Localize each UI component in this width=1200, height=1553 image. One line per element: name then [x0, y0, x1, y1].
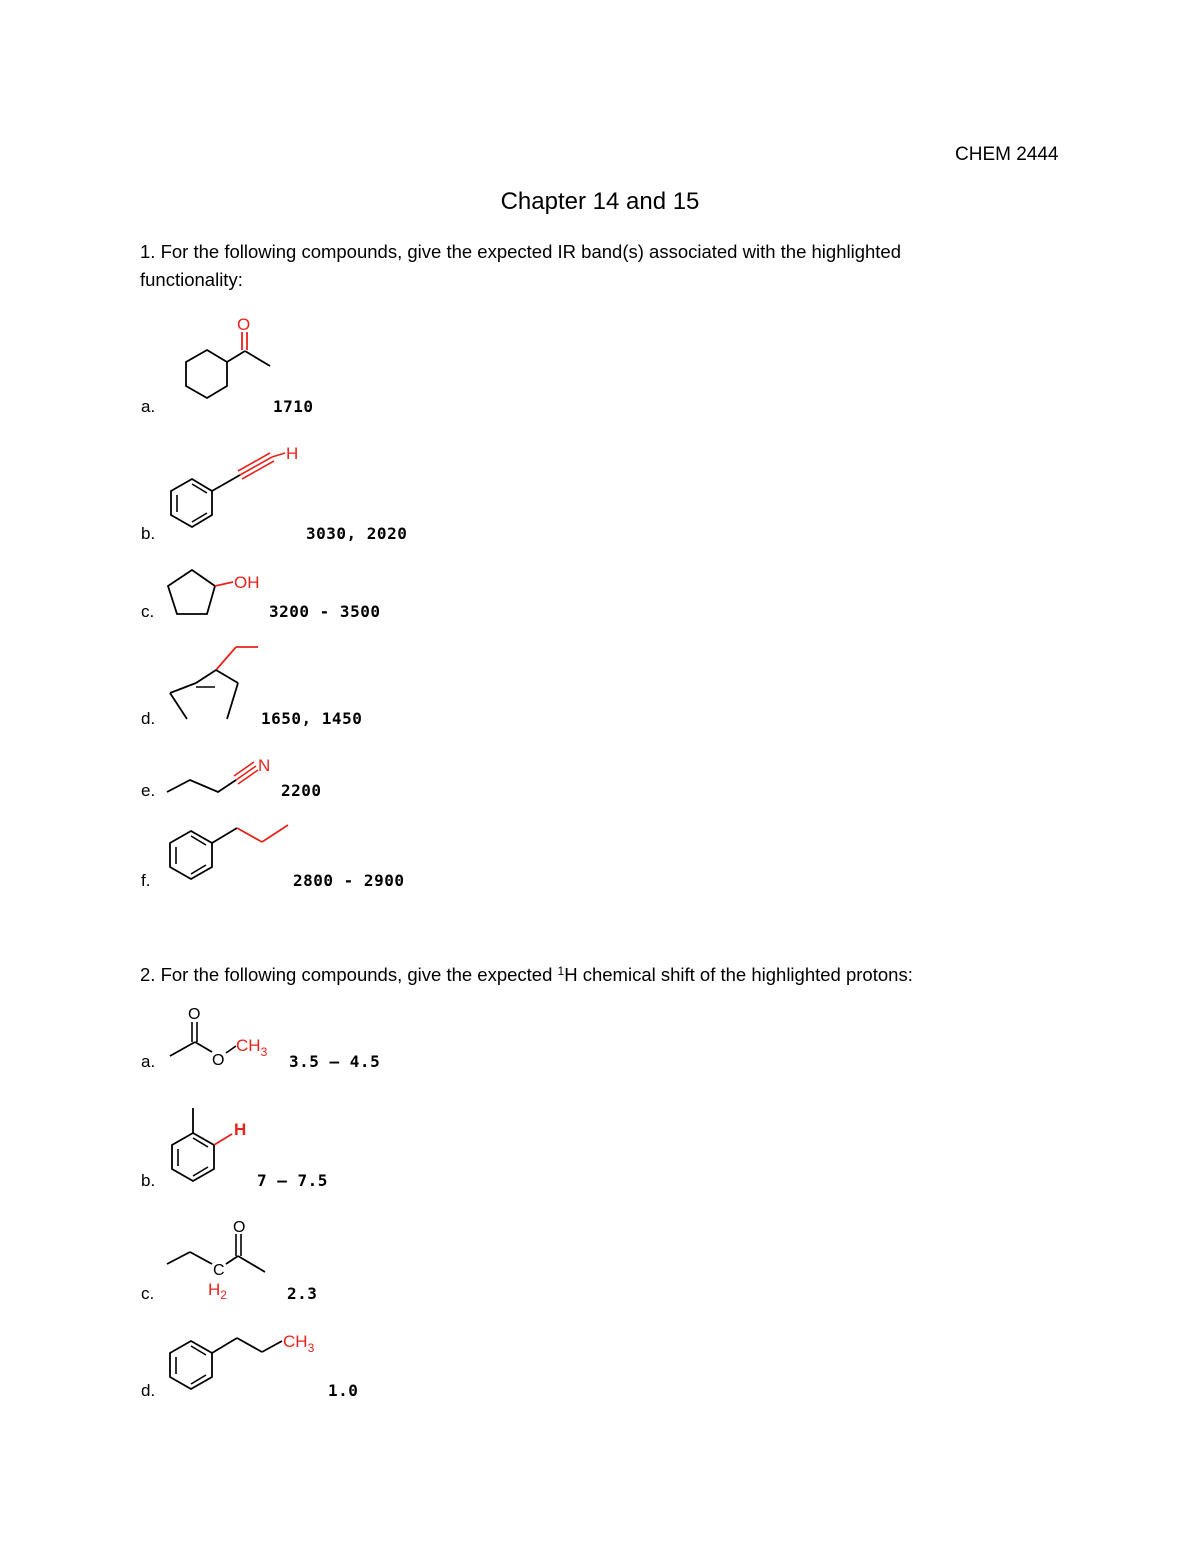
q2c-atom-c: C [213, 1262, 225, 1279]
q2a-atom-ester-o: O [212, 1052, 225, 1069]
q1e-answer: 2200 [281, 781, 322, 800]
course-code: CHEM 2444 [955, 144, 1059, 165]
q1b-atom-h: H [286, 444, 299, 463]
question-2-prompt: 2. For the following compounds, give the expected $^1$H chemical shift of the highlighted protons: [140, 964, 913, 985]
q1c-atom-oh: OH [234, 573, 260, 592]
q2b-structure-toluene [160, 1105, 270, 1200]
question-1-prompt: 1. For the following compounds, give the expected IR band(s) associated with the highlighted functionality: [140, 241, 902, 290]
q2a-label: a. [141, 1052, 156, 1071]
q1f-structure-propylbenzene [160, 815, 300, 895]
q1b-answer: 3030, 2020 [306, 524, 408, 543]
q1e-atom-n: N [258, 756, 271, 775]
q2c-label: c. [141, 1284, 155, 1303]
q1d-label: d. [141, 709, 156, 728]
q2c-structure-2-butanone [160, 1212, 290, 1307]
q2b-label: b. [141, 1171, 156, 1190]
q2d-methyl-highlight: $CH_3$ [283, 1332, 315, 1355]
q2a-answer: 3.5 – 4.5 [289, 1052, 381, 1071]
q2b-answer: 7 – 7.5 [257, 1171, 328, 1190]
q1f-answer: 2800 - 2900 [293, 871, 405, 890]
q2a-atom-carbonyl-o: O [188, 1006, 201, 1023]
q2d-answer: 1.0 [328, 1381, 359, 1400]
q1f-label: f. [141, 871, 151, 890]
q1a-structure-cyclohexyl-methyl-ketone [160, 310, 290, 415]
q1b-structure-phenylacetylene [160, 440, 310, 545]
q2a-methyl-highlight: $CH_3$ [236, 1036, 268, 1059]
q1e-structure-butanenitrile [160, 752, 290, 802]
q1c-answer: 3200 - 3500 [269, 602, 381, 621]
q1a-label: a. [141, 397, 156, 416]
q2c-atom-o: O [233, 1219, 246, 1236]
q2d-label: d. [141, 1381, 156, 1400]
page-title: Chapter 14 and 15 [500, 188, 700, 215]
q2d-structure-propylbenzene [160, 1320, 340, 1405]
q1a-atom-o: O [237, 315, 251, 334]
q1d-answer: 1650, 1450 [261, 709, 363, 728]
q1a-answer: 1710 [273, 397, 314, 416]
q2b-atom-h: H [234, 1120, 247, 1139]
q2a-structure-methyl-acetate [160, 1000, 290, 1075]
q1c-label: c. [141, 602, 155, 621]
q2c-answer: 2.3 [287, 1284, 318, 1303]
q1e-label: e. [141, 781, 156, 800]
q1b-label: b. [141, 524, 156, 543]
q2c-methylene-highlight: $H_2$ [208, 1280, 227, 1302]
